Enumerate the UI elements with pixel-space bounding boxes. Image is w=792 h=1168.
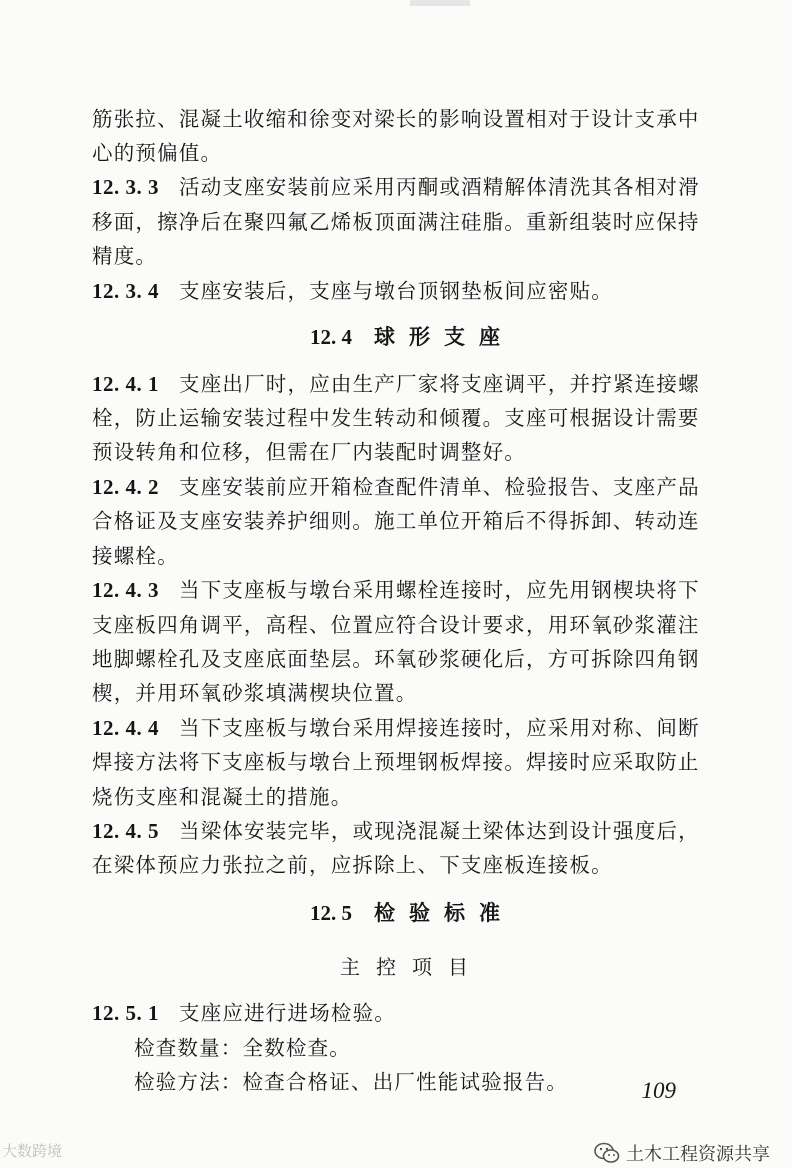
clause-line: 接螺栓。 [92, 544, 179, 568]
top-scan-mark [410, 0, 470, 6]
clause-number: 12. 4. 2 [92, 475, 159, 499]
continuation-line-1: 筋张拉、混凝土收缩和徐变对梁长的影响设置相对于设计支承中 [92, 107, 700, 131]
clause-number: 12. 5. 1 [92, 1001, 159, 1025]
section-heading-12-4: 12. 4 球形支座 [310, 324, 514, 349]
watermark-left: 大数跨境 [2, 1142, 63, 1160]
clause-number: 12. 4. 4 [92, 716, 159, 740]
clause-line: 楔，并用环氧砂浆填满楔块位置。 [92, 681, 418, 705]
clause-12-3-4: 12. 3. 4 支座安装后，支座与墩台顶钢垫板间应密贴。 [92, 279, 613, 303]
clause-12-4-3: 12. 4. 3 当下支座板与墩台采用螺栓连接时，应先用钢楔块将下 [92, 578, 700, 602]
wechat-icon [594, 1142, 620, 1164]
watermark-right-text: 土木工程资源共享 [626, 1144, 770, 1165]
clause-line: 烧伤支座和混凝土的措施。 [92, 785, 353, 809]
clause-line: 焊接方法将下支座板与墩台上预埋钢板焊接。焊接时应采取防止 [92, 750, 700, 774]
clause-number: 12. 4. 3 [92, 578, 159, 602]
inspection-method: 检验方法：检查合格证、出厂性能试验报告。 [134, 1070, 568, 1094]
clause-12-4-4: 12. 4. 4 当下支座板与墩台采用焊接连接时，应采用对称、间断 [92, 716, 700, 740]
clause-line: 移面，擦净后在聚四氟乙烯板顶面满注硅脂。重新组装时应保持 [92, 210, 700, 234]
section-heading-12-5: 12. 5 检验标准 [310, 900, 514, 925]
watermark-right [594, 1140, 770, 1166]
inspection-quantity: 检查数量：全数检查。 [134, 1036, 351, 1060]
page-number: 109 [641, 1078, 676, 1103]
subheading-main-control: 主控项目 [340, 955, 484, 979]
clause-line: 地脚螺栓孔及支座底面垫层。环氧砂浆硬化后，方可拆除四角钢 [92, 647, 700, 671]
clause-line: 合格证及支座安装养护细则。施工单位开箱后不得拆卸、转动连 [92, 509, 700, 533]
clause-line: 支座板四角调平，高程、位置应符合设计要求，用环氧砂浆灌注 [92, 613, 700, 637]
continuation-line-2: 心的预偏值。 [92, 141, 223, 165]
clause-line: 栓，防止运输安装过程中发生转动和倾覆。支座可根据设计需要 [92, 406, 700, 430]
clause-line: 预设转角和位移，但需在厂内装配时调整好。 [92, 440, 526, 464]
clause-12-4-2: 12. 4. 2 支座安装前应开箱检查配件清单、检验报告、支座产品 [92, 475, 700, 499]
clause-line: 精度。 [92, 244, 158, 268]
clause-number: 12. 4. 5 [92, 819, 159, 843]
clause-number: 12. 3. 3 [92, 175, 159, 199]
clause-number: 12. 3. 4 [92, 279, 159, 303]
clause-12-4-1: 12. 4. 1 支座出厂时，应由生产厂家将支座调平，并拧紧连接螺 [92, 372, 700, 396]
clause-12-4-5: 12. 4. 5 当梁体安装完毕，或现浇混凝土梁体达到设计强度后， [92, 819, 700, 843]
clause-12-5-1: 12. 5. 1 支座应进行进场检验。 [92, 1001, 396, 1025]
clause-line: 在梁体预应力张拉之前，应拆除上、下支座板连接板。 [92, 853, 613, 877]
clause-number: 12. 4. 1 [92, 372, 159, 396]
clause-12-3-3: 12. 3. 3 活动支座安装前应采用丙酮或酒精解体清洗其各相对滑 [92, 175, 700, 199]
